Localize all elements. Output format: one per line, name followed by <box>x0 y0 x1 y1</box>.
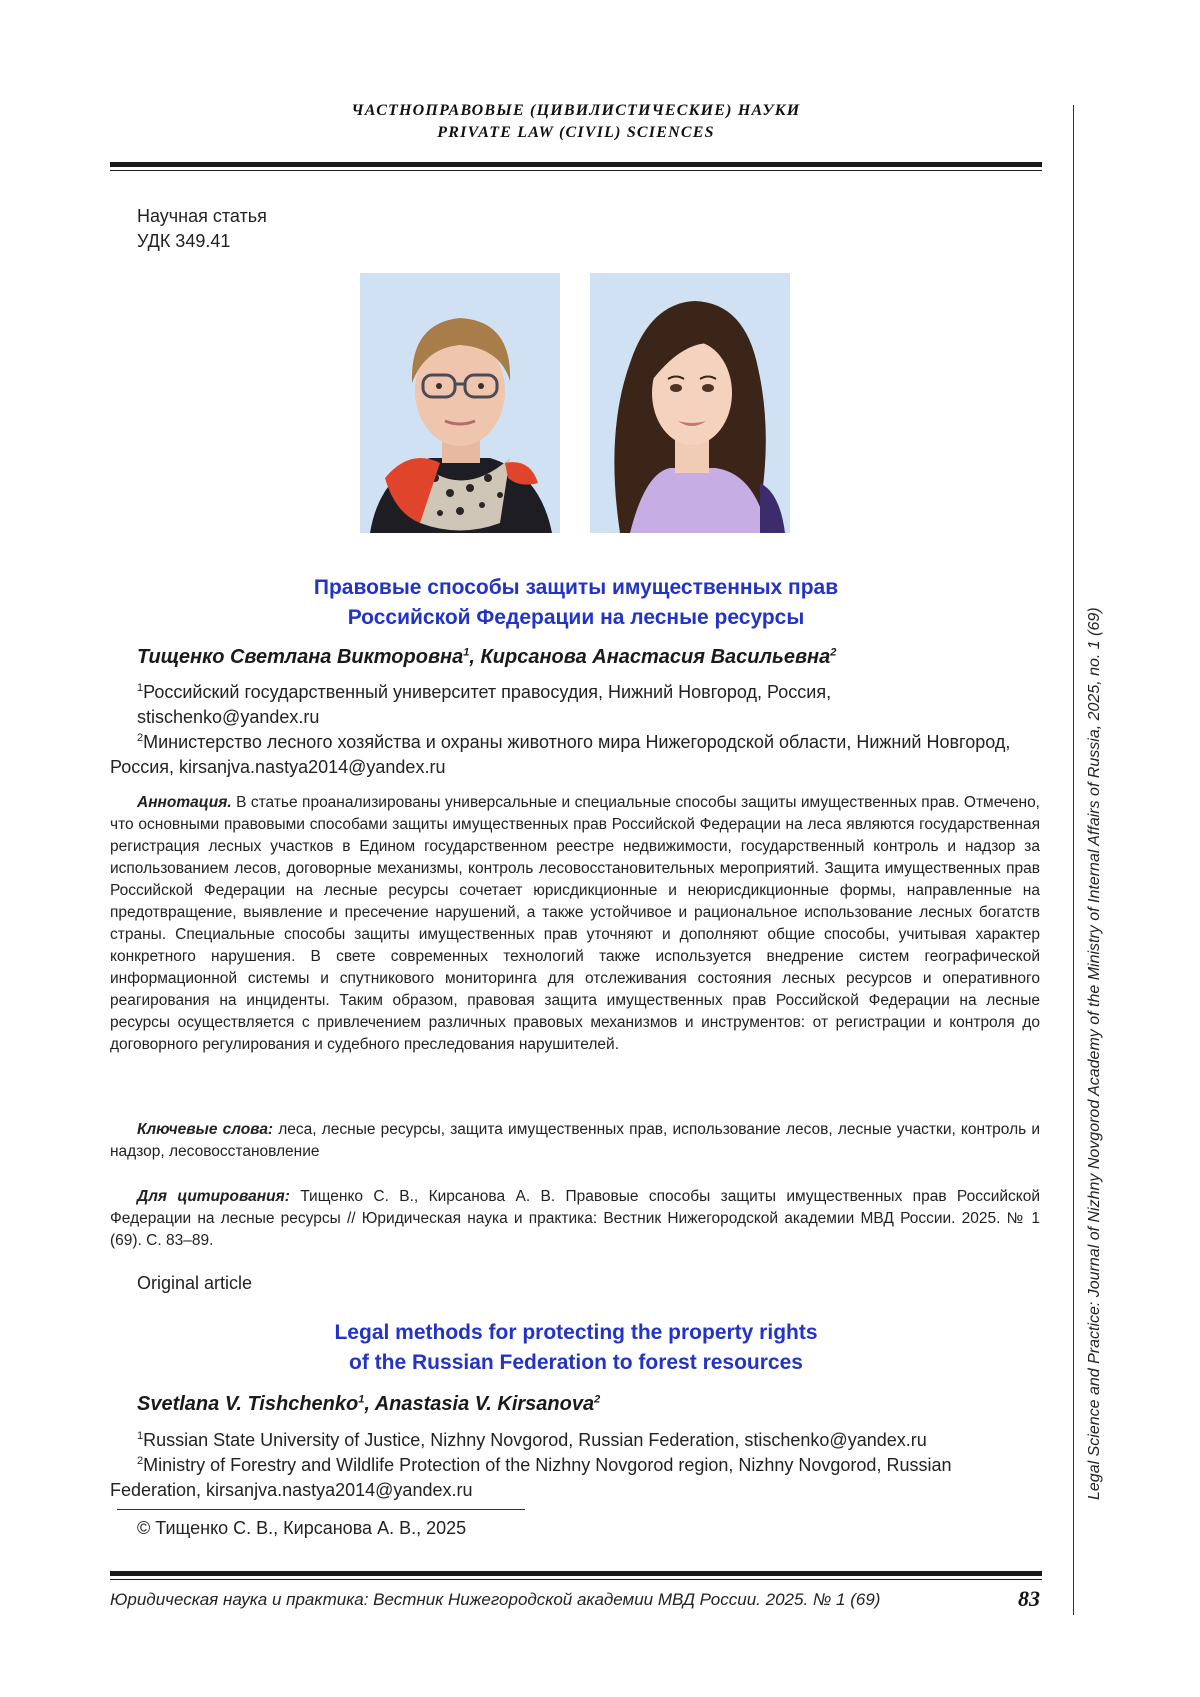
article-meta <box>137 204 267 254</box>
author-2-sup-en: 2 <box>594 1393 601 1406</box>
author-photo-1 <box>360 273 560 533</box>
aff-1-sup-en: 1 <box>137 1430 144 1442</box>
side-divider <box>1073 105 1074 1615</box>
authors-ru <box>137 646 836 669</box>
author-2-name-en: Anastasia V. Kirsanova <box>374 1393 595 1415</box>
aff-1-sup: 1 <box>137 682 144 694</box>
keywords <box>110 1119 1040 1163</box>
udc-code: УДК 349.41 <box>137 231 231 251</box>
citation-label: Для цитирования: <box>137 1188 290 1205</box>
keywords-text: леса, лесные ресурсы, защита имущественных прав, использование лесов, лесные участки, контроль и надзор, лесовосстановление <box>110 1121 1041 1160</box>
copyright-rule <box>117 1509 525 1510</box>
side-journal-caption: Legal Science and Practice: Journal of Nizhny Novgorod Academy of the Ministry of Internal Affairs of Russia, 2025, no. 1 (69) <box>1086 607 1103 1500</box>
authors-en <box>137 1393 600 1416</box>
section-title-ru: ЧАСТНОПРАВОВЫЕ (ЦИВИЛИСТИЧЕСКИЕ) НАУКИ <box>351 102 801 119</box>
affiliation-2-en <box>110 1449 1040 1503</box>
citation-text: Тищенко С. В., Кирсанова А. В. Правовые способы защиты имущественных прав Российской Федерации на лесные ресурсы // Юридическая наука и практика: Вестник Нижегородской академии МВД России. 2025. № 1 (69). С. 83–89. <box>110 1188 1040 1249</box>
portrait-woman-dark-hair <box>590 273 790 533</box>
author-1-name-ru: Тищенко Светлана Викторовна <box>137 646 464 668</box>
author-1-sup: 1 <box>463 646 470 659</box>
aff-1-email: stischenko@yandex.ru <box>137 707 320 727</box>
keywords-label: Ключевые слова: <box>137 1121 274 1138</box>
author-1-sup-en: 1 <box>358 1393 365 1406</box>
aff-2-sup-en: 2 <box>137 1455 144 1467</box>
affiliation-2-ru <box>110 726 1040 780</box>
aff-2-text: Министерство лесного хозяйства и охраны животного мира Нижегородской области, Нижний Новгород, Россия, kirsanjva.nastya2014@yandex.ru <box>110 732 1011 777</box>
aff-1-text-en: Russian State University of Justice, Nizhny Novgorod, Russian Federation, stischenko@yandex.ru <box>143 1430 927 1450</box>
header-rule-thick <box>110 162 1042 167</box>
author-1-name-en: Svetlana V. Tishchenko <box>137 1393 359 1415</box>
article-title-en <box>110 1318 1042 1378</box>
portrait-woman-glasses <box>360 273 560 533</box>
original-article-label: Original article <box>137 1273 253 1293</box>
citation <box>110 1186 1040 1252</box>
title-en-line-1: Legal methods for protecting the property rights <box>334 1321 818 1344</box>
author-photo-2 <box>590 273 790 533</box>
abstract-text: В статье проанализированы универсальные и специальные способы защиты имущественных прав. Отмечено, что основными правовыми способами защиты имущественных прав Российской Федерации на леса являются государственная регистрация лесных участков в Едином государственном реестре недвижимости, государственный контроль и надзор за использованием лесов, договорные механизмы, контроль лесовосстановительных мероприятий. Защита имущественных прав Российской Федерации на лесные ресурсы сочетает юрисдикционные и неюрисдикционные формы, направленные на предотвращение, выявление и пресечение нарушений, а также устойчивое и рациональное использование лесных богатств страны. Специальные способы защиты имущественных прав уточняют и дополняют общие способы, учитывая характер конкретного нарушения. В свете современных технологий также используется внедрение систем географической информационной системы и спутникового мониторинга для отслеживания состояния лесных ресурсов и оперативного реагирования на инциденты. Таким образом, правовая защита имущественных прав Российской Федерации на лесные ресурсы осуществляется с привлечением различных правовых механизмов и инструментов: от регистрации и контроля до договорного регулирования и судебного преследования нарушителей. <box>110 794 1040 1053</box>
abstract <box>110 792 1040 1056</box>
copyright-notice: © Тищенко С. В., Кирсанова А. В., 2025 <box>137 1518 467 1538</box>
aff-2-text-en: Ministry of Forestry and Wildlife Protection of the Nizhny Novgorod region, Nizhny Novgorod, Russian Federation, kirsanjva.nastya2014@yandex.ru <box>110 1455 952 1500</box>
footer-rule-thin <box>110 1579 1042 1580</box>
authors-separator-en: , <box>364 1393 375 1415</box>
footer-rule-thick <box>110 1571 1042 1576</box>
author-2-name-ru: Кирсанова Анастасия Васильевна <box>480 646 831 668</box>
section-title-en: PRIVATE LAW (CIVIL) SCIENCES <box>437 124 715 141</box>
authors-separator: , <box>469 646 481 668</box>
aff-1-text: Российский государственный университет правосудия, Нижний Новгород, Россия, <box>143 682 832 702</box>
article-type: Научная статья <box>137 206 267 226</box>
article-title-ru <box>110 573 1042 633</box>
title-ru-line-2: Российской Федерации на лесные ресурсы <box>347 606 805 629</box>
abstract-label: Аннотация. <box>137 794 232 811</box>
affiliation-1-ru <box>110 676 1040 730</box>
footer-journal: Юридическая наука и практика: Вестник Нижегородской академии МВД России. 2025. № 1 (69) <box>110 1590 881 1609</box>
title-ru-line-1: Правовые способы защиты имущественных прав <box>313 576 839 599</box>
title-en-line-2: of the Russian Federation to forest resources <box>349 1351 803 1374</box>
header-rule-thin <box>110 170 1042 171</box>
page-number: 83 <box>1018 1586 1040 1611</box>
aff-2-sup: 2 <box>137 732 144 744</box>
author-2-sup: 2 <box>830 646 837 659</box>
section-header <box>110 100 1042 144</box>
